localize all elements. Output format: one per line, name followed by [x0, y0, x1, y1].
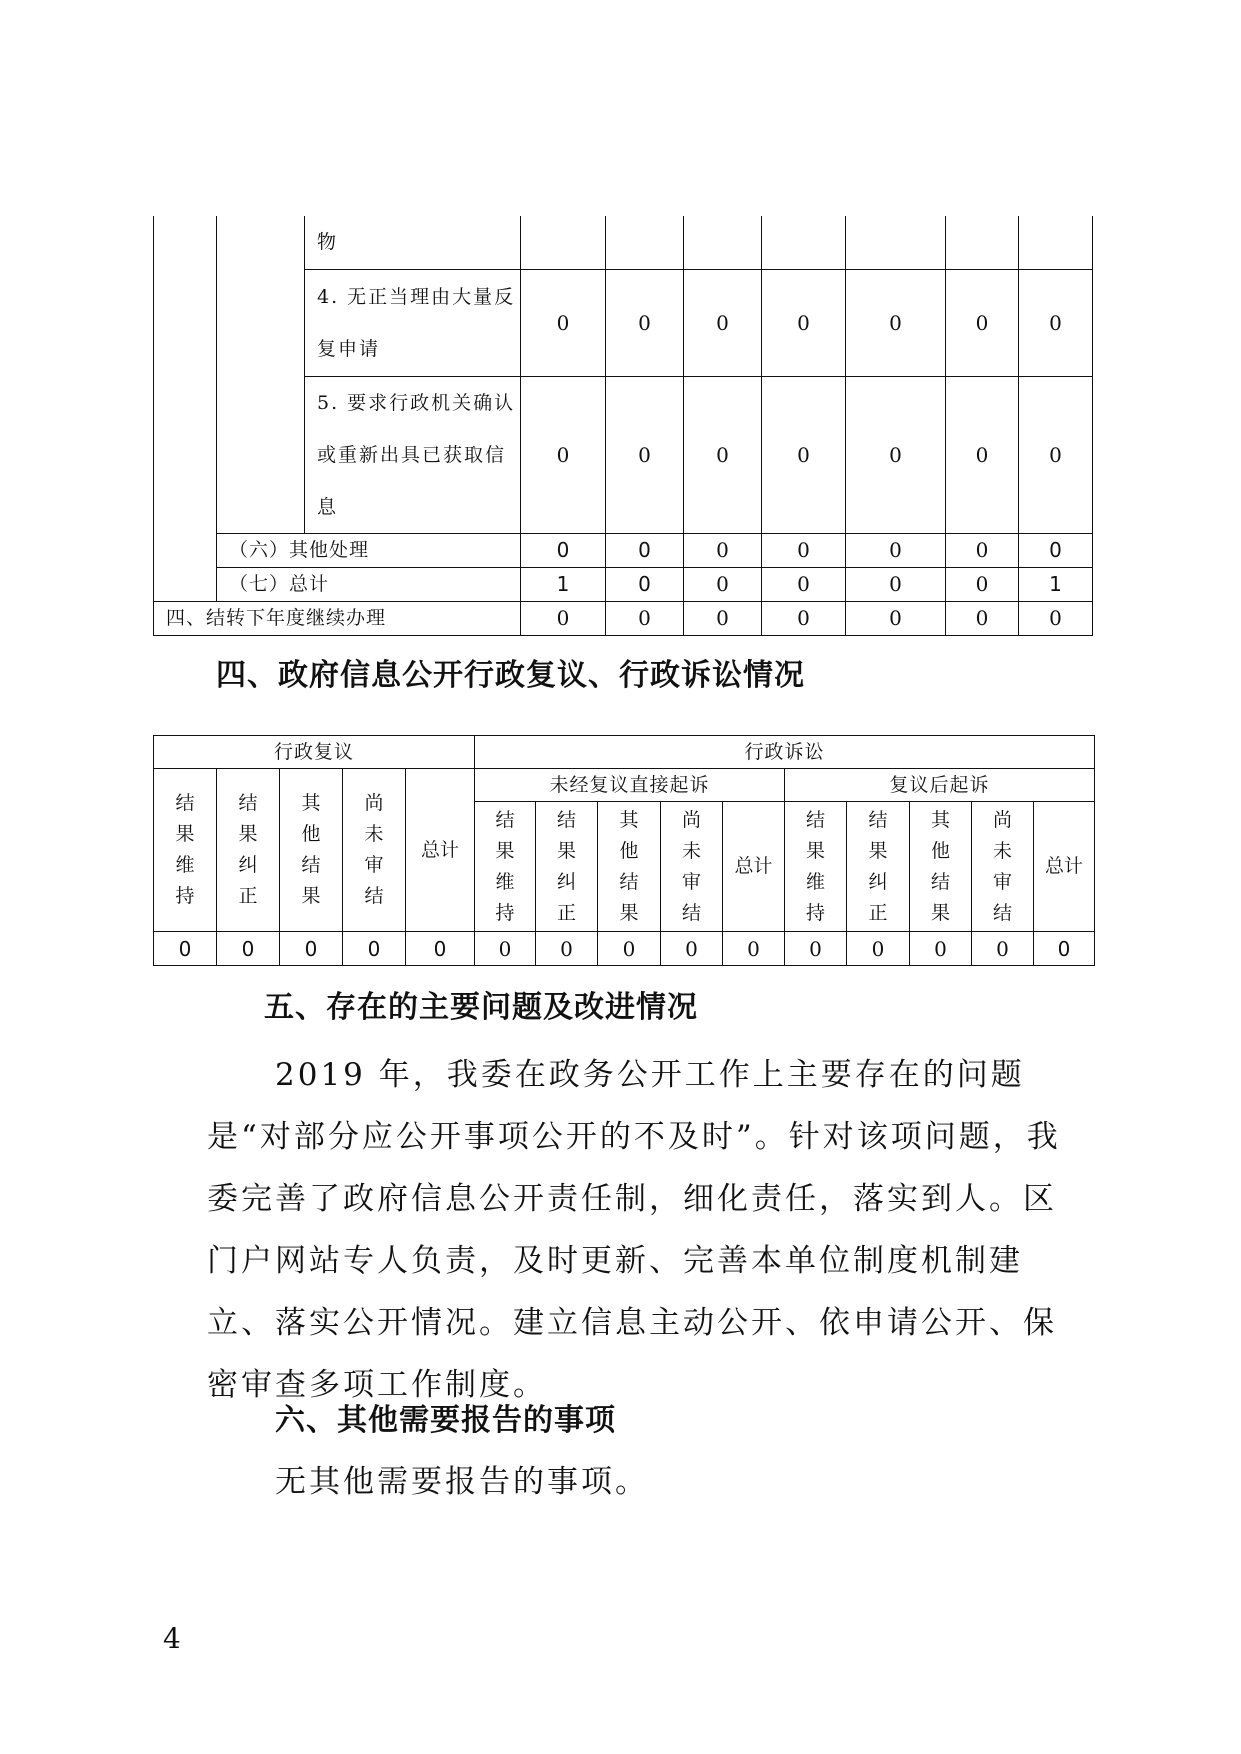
cell-value: 0	[606, 601, 684, 635]
cell-value: 0	[521, 269, 606, 376]
cell-value: 0	[785, 932, 847, 966]
cell-value: 0	[343, 932, 406, 966]
cell-value: 0	[846, 567, 946, 601]
cell-value: 0	[280, 932, 343, 966]
cell-value: 0	[1019, 601, 1093, 635]
cell-value: 0	[684, 533, 762, 567]
header-admin-lawsuit: 行政诉讼	[475, 736, 1095, 769]
page-number: 4	[163, 1622, 181, 1655]
cell-value: 0	[475, 932, 536, 966]
col-header: 其 他 结 果	[280, 769, 343, 932]
section5-title: 五、存在的主要问题及改进情况	[264, 990, 698, 1025]
col-header: 结 果 维 持	[154, 769, 217, 932]
col-header: 结 果 维 持	[785, 802, 847, 932]
handling-results-table	[153, 216, 1093, 636]
header-direct-lawsuit: 未经复议直接起诉	[475, 769, 785, 802]
row-label: 4. 无正当理由大量反复申请	[305, 269, 521, 376]
col-header: 尚 未 审 结	[972, 802, 1034, 932]
table-row	[154, 269, 1093, 376]
table-row	[154, 567, 1093, 601]
table-row	[154, 376, 1093, 533]
cell-value: 0	[661, 932, 723, 966]
col-header: 尚 未 审 结	[343, 769, 406, 932]
cell-value: 0	[521, 533, 606, 567]
cell-value: 0	[406, 932, 475, 966]
cell-value: 0	[762, 269, 846, 376]
section4-title: 四、政府信息公开行政复议、行政诉讼情况	[216, 658, 805, 693]
cell-value: 0	[946, 567, 1019, 601]
cell-value: 0	[762, 533, 846, 567]
cell-value: 0	[846, 533, 946, 567]
cell-value: 0	[847, 932, 910, 966]
row-label: （六）其他处理	[217, 533, 521, 567]
cell-value: 0	[154, 932, 217, 966]
col-header: 结 果 纠 正	[217, 769, 280, 932]
table-blank-cell	[154, 216, 217, 269]
section6-body: 无其他需要报告的事项。	[275, 1464, 649, 1500]
cell-value: 0	[946, 533, 1019, 567]
table-row	[154, 533, 1093, 567]
cell-value: 0	[684, 567, 762, 601]
table-row	[154, 601, 1093, 635]
cell-value: 0	[972, 932, 1034, 966]
col-header: 结 果 维 持	[475, 802, 536, 932]
cell-value: 0	[536, 932, 598, 966]
cell-value: 0	[606, 269, 684, 376]
cell-value: 0	[946, 269, 1019, 376]
cell-value: 0	[762, 376, 846, 533]
cell-value: 0	[846, 376, 946, 533]
cell-value: 0	[606, 376, 684, 533]
cell-value: 0	[521, 376, 606, 533]
cell-value: 0	[684, 601, 762, 635]
col-header: 结 果 纠 正	[536, 802, 598, 932]
col-header: 总计	[406, 769, 475, 932]
cell-value: 0	[1019, 376, 1093, 533]
cell-value: 0	[217, 932, 280, 966]
cell-value: 0	[606, 533, 684, 567]
cell-value: 0	[606, 567, 684, 601]
col-header: 总计	[1034, 802, 1095, 932]
cell-value: 1	[1019, 567, 1093, 601]
col-header: 其 他 结 果	[598, 802, 661, 932]
review-litigation-table	[153, 735, 1095, 966]
cell-value: 0	[723, 932, 785, 966]
cell-value: 0	[1019, 533, 1093, 567]
header-admin-review: 行政复议	[154, 736, 475, 769]
col-header: 总计	[723, 802, 785, 932]
col-header: 尚 未 审 结	[661, 802, 723, 932]
cell-value: 0	[1034, 932, 1095, 966]
cell-value: 0	[684, 269, 762, 376]
cell-value: 0	[910, 932, 972, 966]
cell-value: 0	[598, 932, 661, 966]
section6-title: 六、其他需要报告的事项	[275, 1403, 616, 1438]
row-label-carryover: 物	[305, 216, 521, 269]
row-label: （七）总计	[217, 567, 521, 601]
cell-value: 1	[521, 567, 606, 601]
cell-value: 0	[946, 376, 1019, 533]
cell-value: 0	[762, 567, 846, 601]
section5-body: 2019 年，我委在政务公开工作上主要存在的问题是“对部分应公开事项公开的不及时”。针对该项问题，我委完善了政府信息公开责任制，细化责任，落实到人。区门户网站专人负责，及时更新、完善本单位制度机制建立、落实公开情况。建立信息主动公开、依申请公开、保密审查多项工作制度。	[207, 1057, 1061, 1403]
row-label: 5. 要求行政机关确认或重新出具已获取信息	[305, 376, 521, 533]
cell-value: 0	[846, 601, 946, 635]
header-after-review-lawsuit: 复议后起诉	[785, 769, 1095, 802]
table-blank-cell	[217, 216, 305, 269]
col-header: 其 他 结 果	[910, 802, 972, 932]
row-label: 四、结转下年度继续办理	[154, 601, 521, 635]
cell-value: 0	[762, 601, 846, 635]
table-row	[154, 932, 1095, 966]
cell-value: 0	[946, 601, 1019, 635]
cell-value: 0	[521, 601, 606, 635]
col-header: 结 果 纠 正	[847, 802, 910, 932]
cell-value: 0	[1019, 269, 1093, 376]
cell-value: 0	[684, 376, 762, 533]
cell-value: 0	[846, 269, 946, 376]
